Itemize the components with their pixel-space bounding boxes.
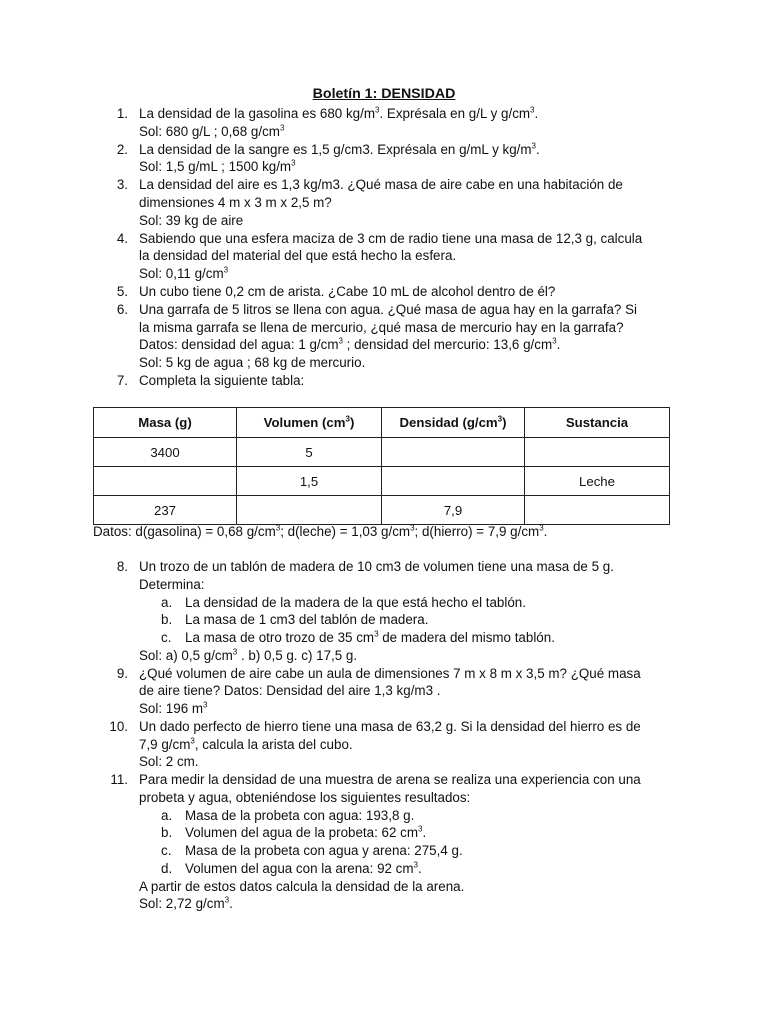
table-row xyxy=(94,496,670,525)
problem-line: 7,9 $g/cm^3$, calcula la arista del cubo. xyxy=(139,736,353,752)
header-substance: Sustancia xyxy=(525,408,670,438)
table-cell xyxy=(382,467,525,496)
table-row xyxy=(94,438,670,467)
problem-line: Datos: densidad del agua: 1 $g/cm^3$ ; densidad del mercurio: 13,6 $g/cm^3$. xyxy=(139,336,561,353)
problem-line: Sol: 39 kg de aire xyxy=(139,212,244,228)
problem-line: la misma garrafa se llena de mercurio, ¿qué masa de mercurio hay en la garrafa? xyxy=(139,319,624,335)
problem-number: 9. xyxy=(116,665,128,681)
table-cell xyxy=(382,438,525,467)
problem-line: A partir de estos datos calcula la densidad de la arena. xyxy=(139,878,465,894)
problem-number: 7. xyxy=(116,373,128,388)
problem-line: Completa la siguiente tabla: xyxy=(139,373,305,388)
sub-item: d. Volumen del agua con la arena: 92 $cm^3$. xyxy=(161,860,422,876)
table-cell: 3400 xyxy=(94,438,237,467)
sub-item-letter: d. xyxy=(161,860,173,876)
sub-item-letter: a. xyxy=(161,807,173,823)
problem-line: Un trozo de un tablón de madera de 10 cm3 de volumen tiene una masa de 5 g. xyxy=(139,559,614,574)
sub-item-letter: b. xyxy=(161,825,173,841)
problem-number: 3. xyxy=(116,177,128,193)
problem-line: probeta y agua, obteniéndose los siguientes resultados: xyxy=(139,789,471,805)
problem-line: Sol: 196 $m^3$ xyxy=(139,700,208,716)
problem-number: 2. xyxy=(116,141,128,157)
header-density: Densidad $(g/cm^3)$ xyxy=(382,408,525,438)
problem-line: Sol: 5 kg de agua ; 68 kg de mercurio. xyxy=(139,355,366,371)
table-cell xyxy=(525,438,670,467)
table-header-row xyxy=(94,408,670,438)
sub-item: a. Masa de la probeta con agua: 193,8 g. xyxy=(161,807,415,823)
problem-line: Sol: a) 0,5 $g/cm^3$ . b) 0,5 g. c) 17,5 g. xyxy=(139,647,358,663)
problem-line: Sol: 2 cm. xyxy=(139,754,199,770)
sub-item: c. Masa de la probeta con agua y arena: 275,4 g. xyxy=(161,843,463,858)
problem-line: Sol: 1,5 g/mL ; 1500 $kg/m^3$ xyxy=(139,158,296,175)
problem-number: 10. xyxy=(109,718,128,734)
page-title: Boletín 1: DENSIDAD xyxy=(312,86,456,102)
table-cell: 7,9 xyxy=(382,496,525,525)
sub-item: b. Volumen del agua de la probeta: 62 $cm^3$. xyxy=(161,824,427,841)
problem-line: ¿Qué volumen de aire cabe un aula de dimensiones 7 m x 8 m x 3,5 m? ¿Qué masa xyxy=(139,665,641,681)
table-cell xyxy=(237,496,382,525)
table-cell: 237 xyxy=(94,496,237,525)
problem-line: Sol: 0,11 $g/cm^3$ xyxy=(139,265,229,282)
table-cell xyxy=(525,496,670,525)
problem-line: Un cubo tiene 0,2 cm de arista. ¿Cabe 10 mL de alcohol dentro de él? xyxy=(139,284,556,299)
table-cell: 5 xyxy=(237,438,382,467)
table-cell: Leche xyxy=(525,467,670,496)
sub-item-letter: c. xyxy=(161,843,172,858)
problem-number: 8. xyxy=(116,559,128,574)
problem-line: Para medir la densidad de una muestra de arena se realiza una experiencia con una xyxy=(139,772,641,787)
problem-number: 4. xyxy=(116,230,128,246)
problem-line: dimensiones 4 m x 3 m x 2,5 m? xyxy=(139,195,332,210)
problem-line: La densidad de la gasolina es 680 $kg/m^3$. Exprésala en g/L y $g/cm^3$. xyxy=(139,105,539,121)
problem-line: La densidad del aire es 1,3 kg/m3. ¿Qué masa de aire cabe en una habitación de xyxy=(139,177,623,193)
sub-item-letter: a. xyxy=(161,594,173,610)
problem-line: Determina: xyxy=(139,576,205,592)
header-mass: Masa (g) xyxy=(94,408,237,438)
problem-number: 11. xyxy=(110,772,128,787)
problem-number: 6. xyxy=(116,301,128,317)
problem-line: la densidad del material del que está hecho la esfera. xyxy=(139,248,457,264)
problem-line: Sol: 2,72 $g/cm^3$. xyxy=(139,895,233,912)
problem-number: 1. xyxy=(116,106,128,121)
table-data-note: Datos: d(gasolina) = 0,68 $g/cm^3$; d(leche) = 1,03 $g/cm^3$; d(hierro) = 7,9 $g/cm^3$. xyxy=(93,523,548,539)
problem-line: Una garrafa de 5 litros se llena con agua. ¿Qué masa de agua hay en la garrafa? Si xyxy=(139,301,637,317)
table-cell xyxy=(94,467,237,496)
problem-line: Sabiendo que una esfera maciza de 3 cm de radio tiene una masa de 12,3 g, calcula xyxy=(139,230,643,246)
problem-line: La densidad de la sangre es 1,5 g/cm3. Exprésala en g/mL y $kg/m^3$. xyxy=(139,141,540,157)
problem-line: de aire tiene? Datos: Densidad del aire 1,3 kg/m3 . xyxy=(139,683,441,699)
sub-item: c. La masa de otro trozo de 35 $cm^3$ de madera del mismo tablón. xyxy=(161,629,555,645)
table-cell: 1,5 xyxy=(237,467,382,496)
sub-item: b. La masa de 1 cm3 del tablón de madera. xyxy=(161,612,429,628)
table-row xyxy=(94,467,670,496)
sub-item: a. La densidad de la madera de la que está hecho el tablón. xyxy=(161,594,526,610)
sub-item-letter: c. xyxy=(161,630,172,645)
problem-number: 5. xyxy=(116,284,128,299)
problem-line: Sol: 680 g/L ; 0,68 $g/cm^3$ xyxy=(139,123,285,139)
sub-item-letter: b. xyxy=(161,612,173,628)
problem-line: Un dado perfecto de hierro tiene una masa de 63,2 g. Si la densidad del hierro es de xyxy=(139,718,641,734)
data-table xyxy=(93,407,670,525)
header-volume: Volumen $(cm^3)$ xyxy=(237,408,382,438)
